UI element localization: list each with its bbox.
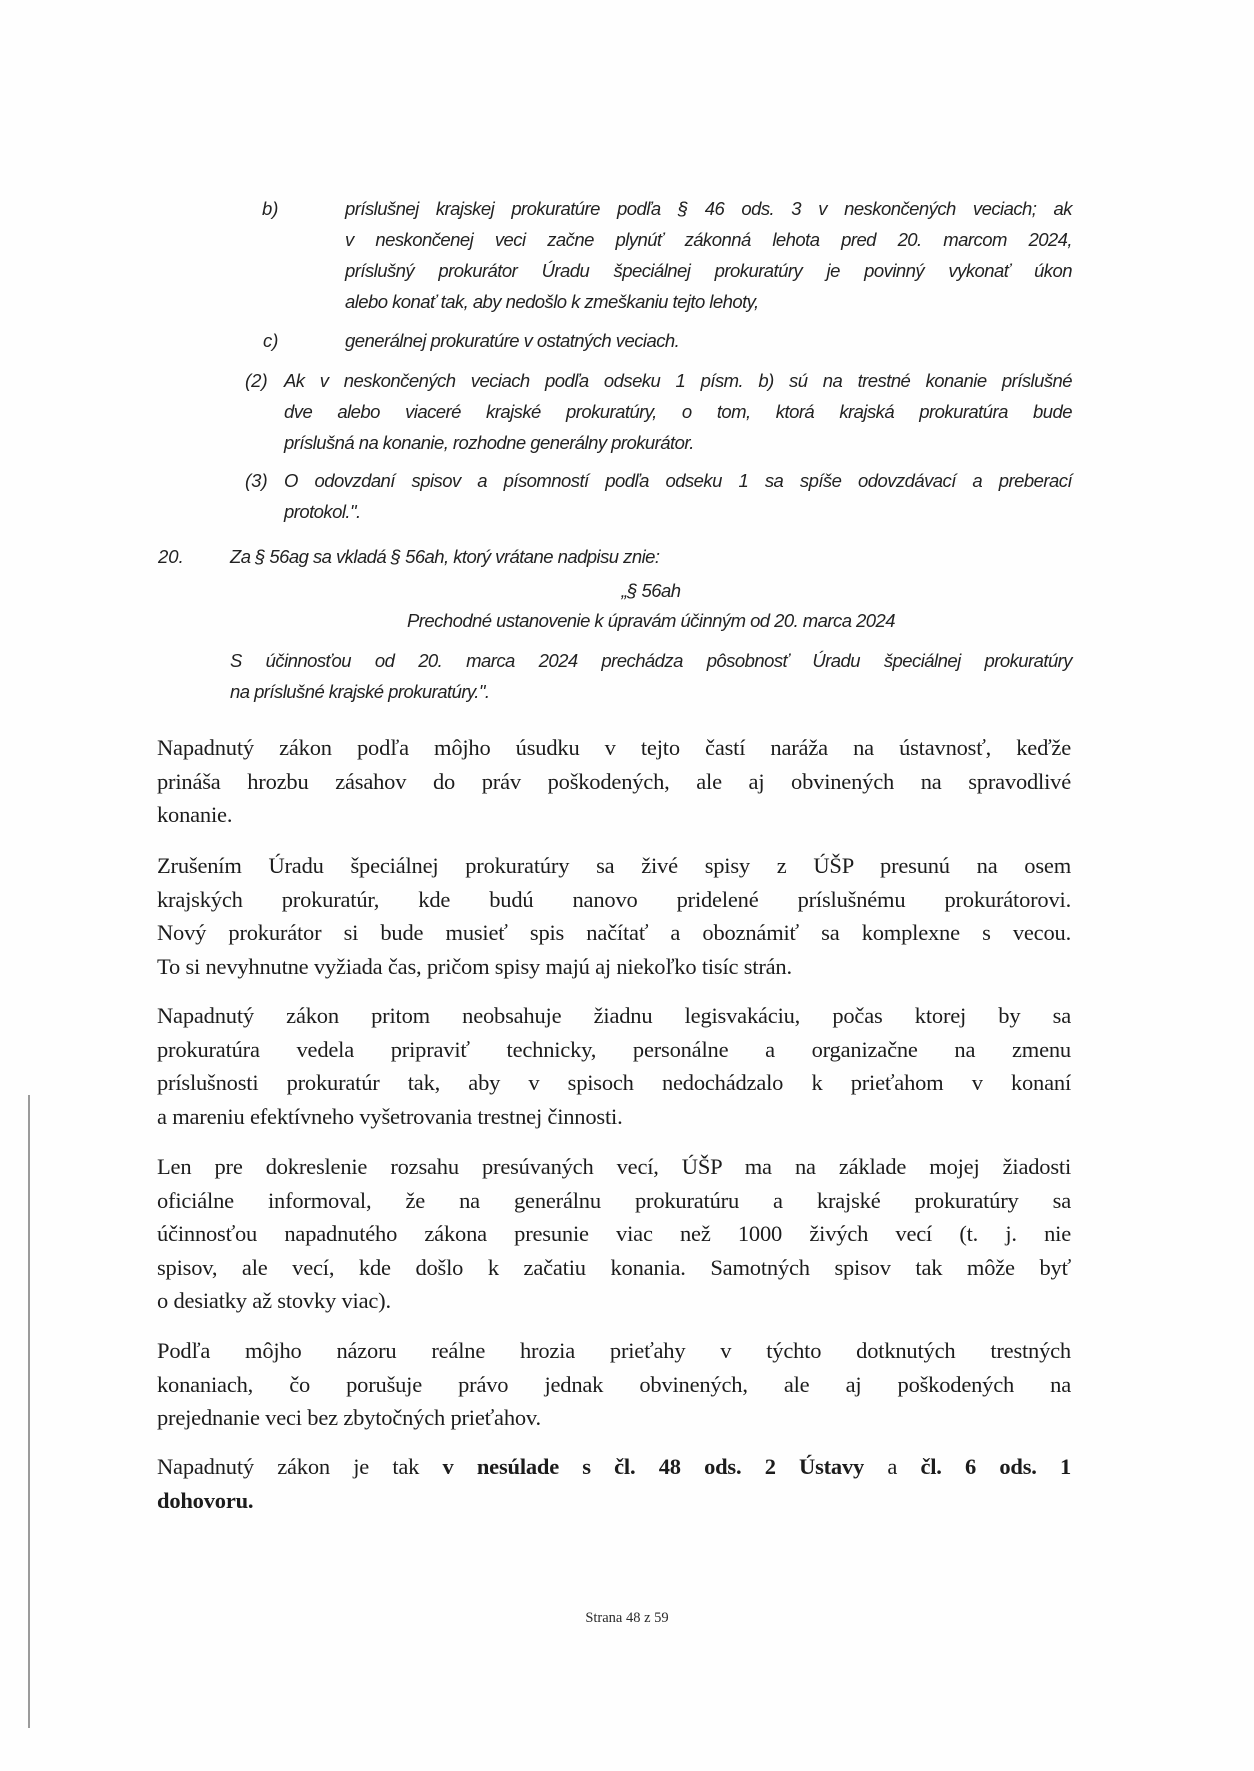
item-c-text bbox=[345, 325, 679, 356]
item-b-marker: b) bbox=[262, 198, 279, 219]
text-line: S účinnosťou od 20. marca 2024 prechádza pôsobnosť Úradu špeciálnej prokuratúry bbox=[230, 650, 1072, 671]
text-line: oficiálne informoval, že na generálnu prokuratúru a krajské prokuratúry sa bbox=[157, 1187, 1071, 1213]
para-2-marker: (2) bbox=[245, 370, 268, 391]
text-line: To si nevyhnutne vyžiada čas, pričom spisy majú aj niekoľko tisíc strán. bbox=[157, 953, 792, 979]
section-subtitle: Prechodné ustanovenie k úpravám účinným od 20. marca 2024 bbox=[407, 610, 895, 631]
text-line: Zrušením Úradu špeciálnej prokuratúry sa živé spisy z ÚŠP presunú na osem bbox=[157, 853, 1071, 878]
section-text bbox=[230, 645, 1072, 707]
para-2-text bbox=[284, 365, 1072, 458]
body-paragraph-3 bbox=[157, 999, 1071, 1133]
text-line: Len pre dokreslenie rozsahu presúvaných vecí, ÚŠP ma na základe mojej žiadosti bbox=[157, 1154, 1071, 1179]
para-3-marker: (3) bbox=[245, 470, 268, 491]
text-line: dve alebo viaceré krajské prokuratúry, o tom, ktorá krajská prokuratúra bude bbox=[284, 401, 1072, 422]
point-20-intro: Za § 56ag sa vkladá § 56ah, ktorý vrátane nadpisu znie: bbox=[230, 546, 660, 567]
item-b-text bbox=[345, 193, 1072, 317]
text-line: o desiatky až stovky viac). bbox=[157, 1288, 391, 1313]
conclusion-connector: a bbox=[864, 1454, 921, 1479]
text-line: príslušnej krajskej prokuratúre podľa § 46 ods. 3 v neskončených veciach; ak bbox=[345, 198, 1072, 219]
text-line: Napadnutý zákon podľa môjho úsudku v tejto častí naráža na ústavnosť, keďže bbox=[157, 735, 1071, 760]
text-line: Ak v neskončených veciach podľa odseku 1 písm. b) sú na trestné konanie príslušné bbox=[284, 370, 1072, 391]
text-line: Napadnutý zákon pritom neobsahuje žiadnu legisvakáciu, počas ktorej by sa bbox=[157, 1003, 1071, 1028]
text-line: na príslušné krajské prokuratúry.". bbox=[230, 681, 490, 702]
text-line: konanie. bbox=[157, 802, 233, 827]
text-line: alebo konať tak, aby nedošlo k zmeškaniu tejto lehoty, bbox=[345, 291, 759, 312]
text-line: O odovzdaní spisov a písomností podľa odseku 1 sa spíše odovzdávací a preberací bbox=[284, 470, 1072, 491]
text-line: krajských prokuratúr, kde budú nanovo pridelené príslušnému prokurátorovi. bbox=[157, 886, 1071, 912]
text-line: protokol.". bbox=[284, 501, 361, 522]
item-c-marker: c) bbox=[263, 330, 279, 351]
text-line: spisov, ale vecí, kde došlo k začatiu konania. Samotných spisov tak môže byť bbox=[157, 1254, 1071, 1280]
text-line: Podľa môjho názoru reálne hrozia prieťahy v týchto dotknutých trestných bbox=[157, 1338, 1071, 1363]
body-paragraph-4 bbox=[157, 1150, 1071, 1318]
conclusion-bold-convention: čl. 6 ods. 1 bbox=[920, 1454, 1072, 1479]
text-line bbox=[157, 1450, 1071, 1484]
section-title: „§ 56ah bbox=[621, 580, 681, 601]
text-line: prináša hrozbu zásahov do práv poškodených, ale aj obvinených na spravodlivé bbox=[157, 768, 1071, 794]
text-line: prejednanie veci bez zbytočných prieťahov. bbox=[157, 1405, 541, 1430]
page-number: Strana 48 z 59 bbox=[585, 1610, 669, 1626]
body-paragraph-1 bbox=[157, 731, 1071, 832]
body-paragraph-2 bbox=[157, 849, 1071, 983]
text-line: a mareniu efektívneho vyšetrovania trestnej činnosti. bbox=[157, 1103, 623, 1129]
point-20-number: 20. bbox=[158, 546, 184, 567]
text-line: Nový prokurátor si bude musieť spis načítať a oboznámiť sa komplexne s vecou. bbox=[157, 920, 1071, 945]
para-3-text bbox=[284, 465, 1072, 527]
body-paragraph-5 bbox=[157, 1334, 1071, 1435]
text-line: príslušná na konanie, rozhodne generálny prokurátor. bbox=[284, 432, 694, 453]
conclusion-lead: Napadnutý zákon je tak bbox=[157, 1454, 443, 1479]
text-line: konaniach, čo porušuje právo jednak obvinených, ale aj poškodených na bbox=[157, 1371, 1071, 1397]
conclusion-bold-constitution: v nesúlade s čl. 48 ods. 2 Ústavy bbox=[442, 1454, 865, 1479]
conclusion-bold-tail: dohovoru. bbox=[157, 1487, 254, 1513]
text-line: generálnej prokuratúre v ostatných veciach. bbox=[345, 330, 680, 351]
conclusion-paragraph bbox=[157, 1450, 1071, 1517]
text-line: príslušnosti prokuratúr tak, aby v spisoch nedochádzalo k prieťahom v konaní bbox=[157, 1070, 1071, 1095]
text-line: v neskončenej veci začne plynúť zákonná lehota pred 20. marcom 2024, bbox=[345, 229, 1072, 250]
text-line: prokuratúra vedela pripraviť technicky, personálne a organizačne na zmenu bbox=[157, 1036, 1071, 1062]
text-line: príslušný prokurátor Úradu špeciálnej prokuratúry je povinný vykonať úkon bbox=[345, 260, 1072, 281]
text-line: účinnosťou napadnutého zákona presunie viac než 1000 živých vecí (t. j. nie bbox=[157, 1221, 1071, 1246]
scan-artifact-line bbox=[28, 1095, 30, 1728]
